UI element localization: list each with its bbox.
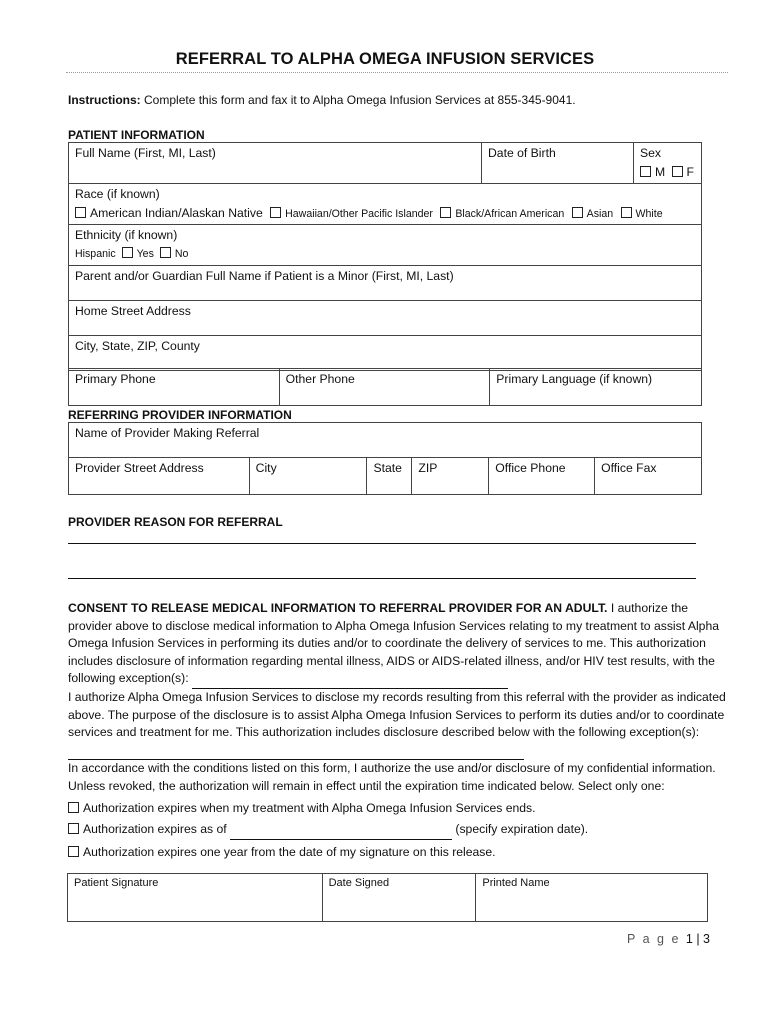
expiry-option-2-checkbox[interactable] [68,823,79,834]
printed-name-label: Printed Name [482,877,550,889]
other-phone-field[interactable] [279,369,490,406]
hispanic-label: Hispanic [75,248,116,260]
patient-phone-table [68,368,702,406]
race-checkbox[interactable] [270,207,281,218]
expiry-option-3-label: Authorization expires one year from the date of my signature on this release. [83,844,496,859]
home-address-field[interactable] [69,301,702,336]
office-fax-field[interactable] [595,458,702,495]
signature-table [67,873,708,922]
race-checkbox[interactable] [621,207,632,218]
other-phone-label: Other Phone [285,372,355,386]
race-checkbox[interactable] [572,207,583,218]
primary-phone-field[interactable] [69,369,280,406]
language-field[interactable] [490,369,702,406]
primary-phone-label: Primary Phone [75,372,156,386]
hispanic-no-checkbox[interactable] [160,247,171,258]
printed-name-field[interactable] [476,874,708,922]
hispanic-yes-label: Yes [136,248,154,260]
provider-zip-field[interactable] [412,458,489,495]
provider-street-field[interactable] [69,458,250,495]
race-checkbox[interactable] [440,207,451,218]
guardian-field[interactable] [69,266,702,301]
city-state-field[interactable] [69,336,702,371]
provider-name-field[interactable] [69,423,702,458]
patient-signature-label: Patient Signature [74,877,159,889]
consent-heading: CONSENT TO RELEASE MEDICAL INFORMATION TO REFERRAL PROVIDER FOR AN ADULT. [68,601,608,615]
sex-m-checkbox[interactable] [640,166,651,177]
race-option: Black/African American [455,208,565,220]
race-label: Race (if known) [75,187,160,201]
form-title: REFERRAL TO ALPHA OMEGA INFUSION SERVICES [175,50,595,68]
instructions-text: Complete this form and fax it to Alpha Omega Infusion Services at 855-345-9041. [144,93,576,107]
reason-heading: PROVIDER REASON FOR REFERRAL [68,515,283,529]
expiry-option-1-label: Authorization expires when my treatment with Alpha Omega Infusion Services ends. [83,800,536,815]
full-name-label: Full Name (First, MI, Last) [75,146,216,160]
sex-field [634,143,702,184]
expiry-option-2-label-a: Authorization expires as of [83,822,227,837]
dob-field[interactable] [482,143,634,184]
title-divider [66,72,728,73]
race-option: American Indian/Alaskan Native [90,206,263,220]
office-fax-label: Office Fax [601,461,657,475]
exception-1-line[interactable] [192,670,508,689]
instructions [68,93,576,107]
ethnicity-field [69,225,702,266]
sex-f-label: F [686,165,694,179]
provider-info-table [68,422,702,495]
race-option: Asian [586,208,614,220]
provider-state-label: State [373,461,402,475]
provider-city-field[interactable] [249,458,367,495]
office-phone-label: Office Phone [495,461,566,475]
office-phone-field[interactable] [489,458,595,495]
guardian-label: Parent and/or Guardian Full Name if Patient is a Minor (First, MI, Last) [75,269,454,283]
sex-f-checkbox[interactable] [672,166,683,177]
patient-info-heading: PATIENT INFORMATION [68,128,205,142]
expiry-option-2-label-b: (specify expiration date). [455,822,589,837]
sex-label: Sex [640,146,662,160]
date-signed-label: Date Signed [328,877,390,889]
provider-info-heading: REFERRING PROVIDER INFORMATION [68,408,292,422]
expiry-option-3-checkbox[interactable] [68,846,79,857]
consent-paragraph-3: In accordance with the conditions listed on this form, I authorize the use and/or disclosure of my confidential information. Unless revoked, the authorization will remain in effect until the expiration time indicated below. Select only one: [68,761,716,793]
race-field [69,184,702,225]
provider-street-label: Provider Street Address [75,461,204,475]
ethnicity-label: Ethnicity (if known) [75,228,178,242]
page-number: 1 | 3 [685,932,710,946]
sex-m-label: M [655,165,666,179]
exception-2-line[interactable] [68,742,524,761]
consent-paragraph-1: I authorize the provider above to disclose medical information to Alpha Omega Infusion Services relating to my treatment to assist Alpha Omega Infusion Services in performing its duties and/or to coordinate the delivery of services to me. This authorization includes disclosure of information regarding mental illness, AIDS or AIDS-related illness, and/or HIV test results, with the following exception(s): [68,601,720,686]
page-word: P a g e [627,932,681,946]
language-label: Primary Language (if known) [496,372,653,386]
hispanic-no-label: No [174,248,189,260]
hispanic-yes-checkbox[interactable] [122,247,133,258]
race-option: Hawaiian/Other Pacific Islander [285,208,433,220]
instructions-label: Instructions: [68,93,141,107]
full-name-field[interactable] [69,143,482,184]
reason-line-2[interactable] [68,578,696,579]
race-checkbox[interactable] [75,207,86,218]
page-footer [627,932,710,946]
city-state-label: City, State, ZIP, County [75,339,200,353]
patient-signature-field[interactable] [68,874,323,922]
dob-label: Date of Birth [488,146,556,160]
patient-info-table [68,142,702,371]
provider-name-label: Name of Provider Making Referral [75,426,260,440]
consent-paragraph-2: I authorize Alpha Omega Infusion Services to disclose my records resulting from this referral with the provider as indicated above. The purpose of the disclosure is to assist Alpha Omega Infusion Services to perform its duties and/or to coordinate services and treatment for me. This authorization includes disclosure described below with the following exception(s): [68,689,726,740]
expiry-option-1-checkbox[interactable] [68,802,79,813]
reason-line-1[interactable] [68,543,696,544]
race-option: White [635,208,663,220]
home-address-label: Home Street Address [75,304,191,318]
date-signed-field[interactable] [322,874,476,922]
provider-state-field[interactable] [367,458,412,495]
expiration-date-line[interactable] [230,821,452,840]
provider-zip-label: ZIP [418,461,438,475]
provider-city-label: City [255,461,277,475]
consent-section [68,600,728,861]
